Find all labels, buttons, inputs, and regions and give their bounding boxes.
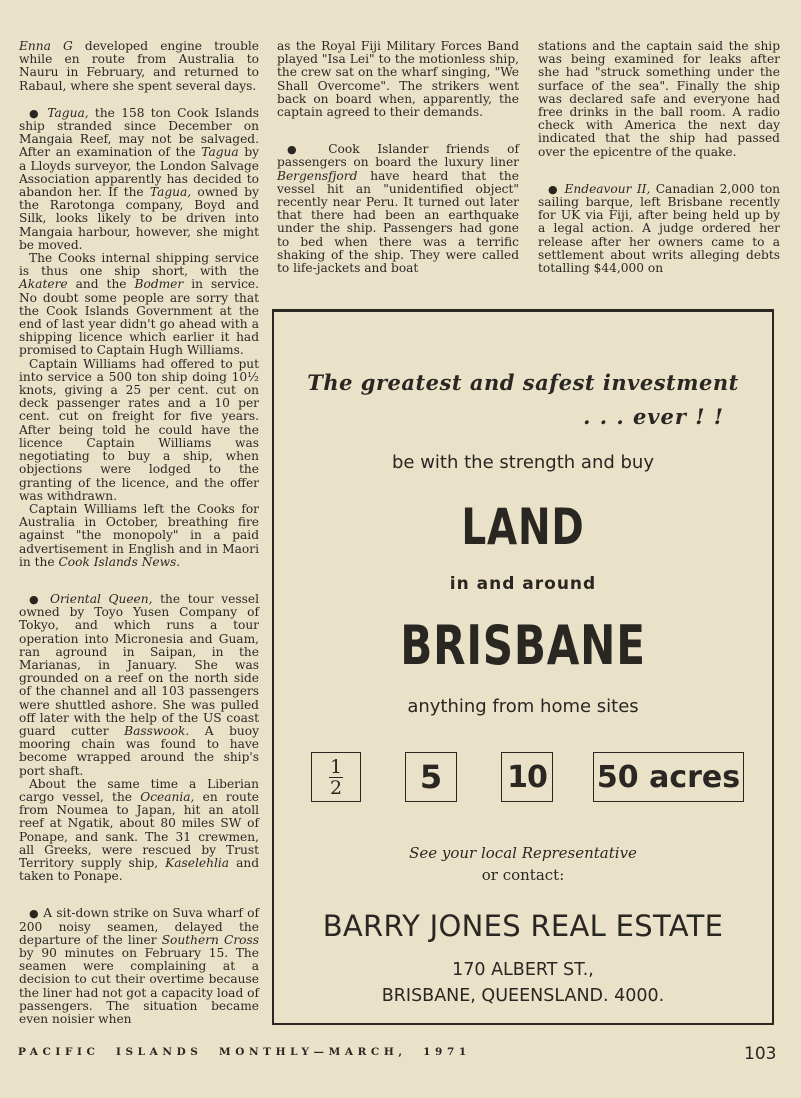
ad-headline-ever: . . . ever ! ! (583, 404, 724, 429)
bullet-icon: ● (29, 907, 39, 921)
size-box-half-acre (311, 752, 361, 802)
paragraph-bergensfjord: ● Cook Islander friends of passengers on board the luxury liner Bergensfjord have heard that the vessel hit an "unidentified object" recently near Peru. It turned out later that there had been an earthquake under the ship. Passengers had gone to bed when there was a terrific shaking of the ship. They were called to life-jackets and boat (277, 142, 519, 276)
ad-see-representative: See your local Representative (409, 844, 637, 862)
article-column-1 (19, 40, 259, 1026)
paragraph-endeavour: ● Endeavour II, Canadian 2,000 ton sailing barque, left Brisbane recently for UK via Fiji, after being held up by a legal action. A judge ordered her release after her owners came to a settlement about writs alleging debts totalling $44,000 on (538, 181, 781, 276)
paragraph-tagua: ● Tagua, the 158 ton Cook Islands ship stranded since December on Mangaia Reef, may not be salvaged. After an examination of the Tagua by a Lloyds surveyor, the London Salvage Association apparently has decided to abandon her. If the Tagua, owned by the Rarotonga company, Boyd and Silk, looks likely to be driven into Mangaia harbour, however, she might be moved. (19, 105, 260, 252)
ad-land-title: LAND (461, 498, 585, 556)
ad-company-name: BARRY JONES REAL ESTATE (322, 909, 724, 943)
paragraph-suva-strike: ● A sit-down strike on Suva wharf of 200 noisy seamen, delayed the departure of the liner Southern Cross by 90 minutes on February 15. The seamen were complaining at a decision to cut their overtime because the liner had not got a capacity load of passengers. The situation became even noisier when (19, 906, 259, 1027)
paragraph-enna-g: Enna G developed engine trouble while en route from Australia to Nauru in February, and returned to Rabaul, where she spent several days. (19, 39, 259, 93)
size-box-5: 5 (405, 752, 457, 802)
paragraph-oceania: About the same time a Liberian cargo vessel, the Oceania, en route from Noumea to Japan, hit an atoll reef at Ngatik, about 80 miles SW of Ponape, and sank. The 31 crewmen, all Greeks, were rescued by Trust Territory supply ship, Kaselehlia and taken to Ponape. (19, 776, 259, 884)
paragraph-captain-williams-offer: Captain Williams had offered to put into service a 500 ton ship doing 10½ knots, giving a 25 per cent. cut on deck passenger rates and a 10 per cent. cut on freight for five years. After being told he could have the licence Captain Williams was negotiating to buy a ship, when objections were lodged to the granting of the licence, and the offer was withdrawn. (19, 356, 259, 503)
ad-tagline: be with the strength and buy (391, 452, 654, 473)
article-column-2 (277, 40, 519, 275)
fraction-half: $\frac{1}{2}$ (329, 755, 343, 799)
paragraph-quake-continued: stations and the captain said the ship was being examined for leaks after she had "struck something under the surface of the sea". Finally the ship was declared safe and everyone had free drinks in the ball room. A radio check with America the next day indicated that the ship had passed over the epicentre of the quake. (538, 39, 780, 159)
ad-anything-line: anything from home sites (407, 696, 639, 717)
paragraph-strike-continued: as the Royal Fiji Military Forces Band played "Isa Lei" to the motionless ship, the crew sat on the wharf singing, "We Shall Overcome". The strikers went back on board when, apparently, the captain agreed to their demands. (277, 39, 519, 120)
size-box-10: 10 (501, 752, 553, 802)
ad-brisbane-title: BRISBANE (400, 614, 646, 677)
ad-or-contact: or contact: (481, 866, 565, 884)
size-box-50-acres: 50 acres (593, 752, 744, 802)
ad-address-street: 170 ALBERT ST., (452, 960, 594, 980)
bullet-icon: ● (29, 592, 43, 606)
ad-address-city: BRISBANE, QUEENSLAND. 4000. (381, 986, 665, 1006)
bullet-icon: ● (29, 106, 42, 120)
paragraph-cooks-shipping: The Cooks internal shipping service is thus one ship short, with the Akatere and the Bodmer in service. No doubt some people are sorry that the Cook Islands Government at the end of last year didn't go ahead with a shipping licence which earlier it had promised to Captain Hugh Williams. (19, 251, 259, 358)
real-estate-advertisement (272, 309, 774, 1025)
article-column-3 (538, 40, 780, 275)
paragraph-captain-williams-left: Captain Williams left the Cooks for Australia in October, breathing fire against "the monopoly" in a paid advertisement in English and in Maori in the Cook Islands News. (19, 501, 259, 569)
bullet-icon: ● (287, 143, 311, 157)
ad-headline: The greatest and safest investment (307, 370, 739, 395)
running-footer: PACIFIC ISLANDS MONTHLY—MARCH, 1971 (18, 1046, 471, 1058)
bullet-icon: ● (548, 182, 560, 196)
paragraph-oriental-queen: ● Oriental Queen, the tour vessel owned by Toyo Yusen Company of Tokyo, and which runs a tour operation into Micronesia and Guam, ran aground in Saipan, in the Marianas, in January. She was grounded on a reef on the north side of the channel and all 103 passengers were shuttled ashore. She was pulled off later with the help of the US coast guard cutter Basswook. A buoy mooring chain was found to have become wrapped around the ship's port shaft. (19, 591, 259, 778)
page-number: 103 (744, 1044, 777, 1064)
ad-in-around: in and around (449, 574, 597, 594)
